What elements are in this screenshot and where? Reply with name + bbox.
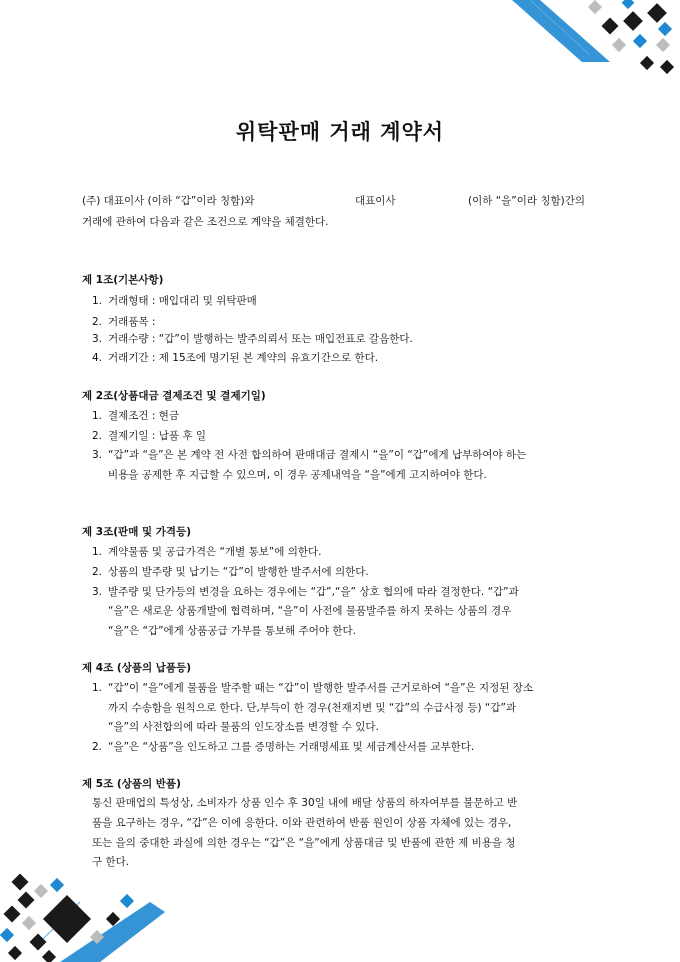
bottom-left-diamond-pattern — [0, 872, 170, 962]
list-number: 1. — [92, 546, 103, 558]
list-number: 2. — [92, 566, 103, 578]
article3-item-line: “을”은 “갑”에게 상품공급 가부를 통보해 주어야 한다. — [108, 625, 356, 637]
article2-item-line: 비용을 공제한 후 지급할 수 있으며, 이 경우 공제내역을 “을”에게 고지하여야 한다. — [108, 469, 487, 481]
article2-item-line: “갑”과 “을”은 본 계약 전 사전 합의하여 판매대금 결제시 “을”이 “갑”에게 납부하여야 하는 — [108, 449, 527, 461]
article5-line: 구 한다. — [92, 856, 130, 868]
article5-line: 통신 판매업의 특성상, 소비자가 상품 인수 후 30일 내에 배달 상품의 하자여부를 불문하고 반 — [92, 797, 518, 809]
list-number: 3. — [92, 586, 103, 598]
article1-item: 거래기간 : 제 15조에 명기된 본 계약의 유효기간으로 한다. — [108, 352, 379, 364]
article5-line: 또는 을의 중대한 과실에 의한 경우는 “갑”은 “을”에게 상품대금 및 반품에 관한 제 비용을 청 — [92, 837, 516, 849]
article3-item-line: 발주량 및 단가등의 변경을 요하는 경우에는 “갑”,“을” 상호 협의에 따라 결정한다. “갑”과 — [108, 586, 519, 598]
article1-heading: 제 1조(기본사항) — [82, 274, 164, 286]
list-number: 1. — [92, 295, 103, 307]
list-number: 3. — [92, 333, 103, 345]
intro-line1-b: 대표이사 — [355, 195, 396, 207]
intro-line2: 거래에 관하여 다음과 같은 조건으로 계약을 체결한다. — [82, 216, 329, 228]
document-title: 위탁판매 거래 계약서 — [235, 120, 445, 144]
article3-item: 계약물품 및 공급가격은 “개별 통보”에 의한다. — [108, 546, 322, 558]
article5-line: 품을 요구하는 경우, “갑”은 이에 응한다. 이와 관련하여 반품 원인이 상품 자체에 있는 경우, — [92, 817, 512, 829]
list-number: 4. — [92, 352, 103, 364]
article2-item: 결제기일 : 납품 후 일 — [108, 430, 207, 442]
article1-item: 거래수량 : “갑”이 발행하는 발주의뢰서 또는 매입전표로 갈음한다. — [108, 333, 413, 345]
article5-heading: 제 5조 (상품의 반품) — [82, 778, 181, 790]
article2-heading: 제 2조(상품대금 결제조건 및 결제기일) — [82, 390, 266, 402]
article4-item-line: “갑”이 “을”에게 물품을 발주할 때는 “갑”이 발행한 발주서를 근거로하여 “을”은 지정된 장소 — [108, 682, 534, 694]
article1-item: 거래형태 : 매입대리 및 위탁판매 — [108, 295, 257, 307]
list-number: 2. — [92, 316, 103, 328]
article3-item-line: “을”은 새로운 상품개발에 협력하며, “을”이 사전에 물품발주를 하지 못하는 상품의 경우 — [108, 605, 512, 617]
top-right-diamond-pattern — [500, 0, 680, 90]
list-number: 3. — [92, 449, 103, 461]
article4-item-line: 까지 수송함을 원칙으로 한다. 단,부득이 한 경우(천재지변 및 “갑”의 수급사정 등) “갑”과 — [108, 702, 517, 714]
list-number: 2. — [92, 741, 103, 753]
article2-item: 결제조건 : 현금 — [108, 410, 180, 422]
list-number: 1. — [92, 682, 103, 694]
list-number: 1. — [92, 410, 103, 422]
article4-heading: 제 4조 (상품의 납품등) — [82, 662, 192, 674]
article3-item: 상품의 발주량 및 납기는 “갑”이 발행한 발주서에 의한다. — [108, 566, 369, 578]
article4-item-line: “을”의 사전합의에 따라 물품의 인도장소를 변경할 수 있다. — [108, 721, 379, 733]
intro-line1-c: (이하 “을”이라 칭함)간의 — [468, 195, 586, 207]
article1-item: 거래품목 : — [108, 316, 156, 328]
intro-line1-a: (주) 대표이사 (이하 “갑”이라 칭함)와 — [82, 195, 255, 207]
article4-item: “을”은 “상품”을 인도하고 그를 증명하는 거래명세표 및 세금계산서를 교부한다. — [108, 741, 475, 753]
article3-heading: 제 3조(판매 및 가격등) — [82, 526, 192, 538]
list-number: 2. — [92, 430, 103, 442]
